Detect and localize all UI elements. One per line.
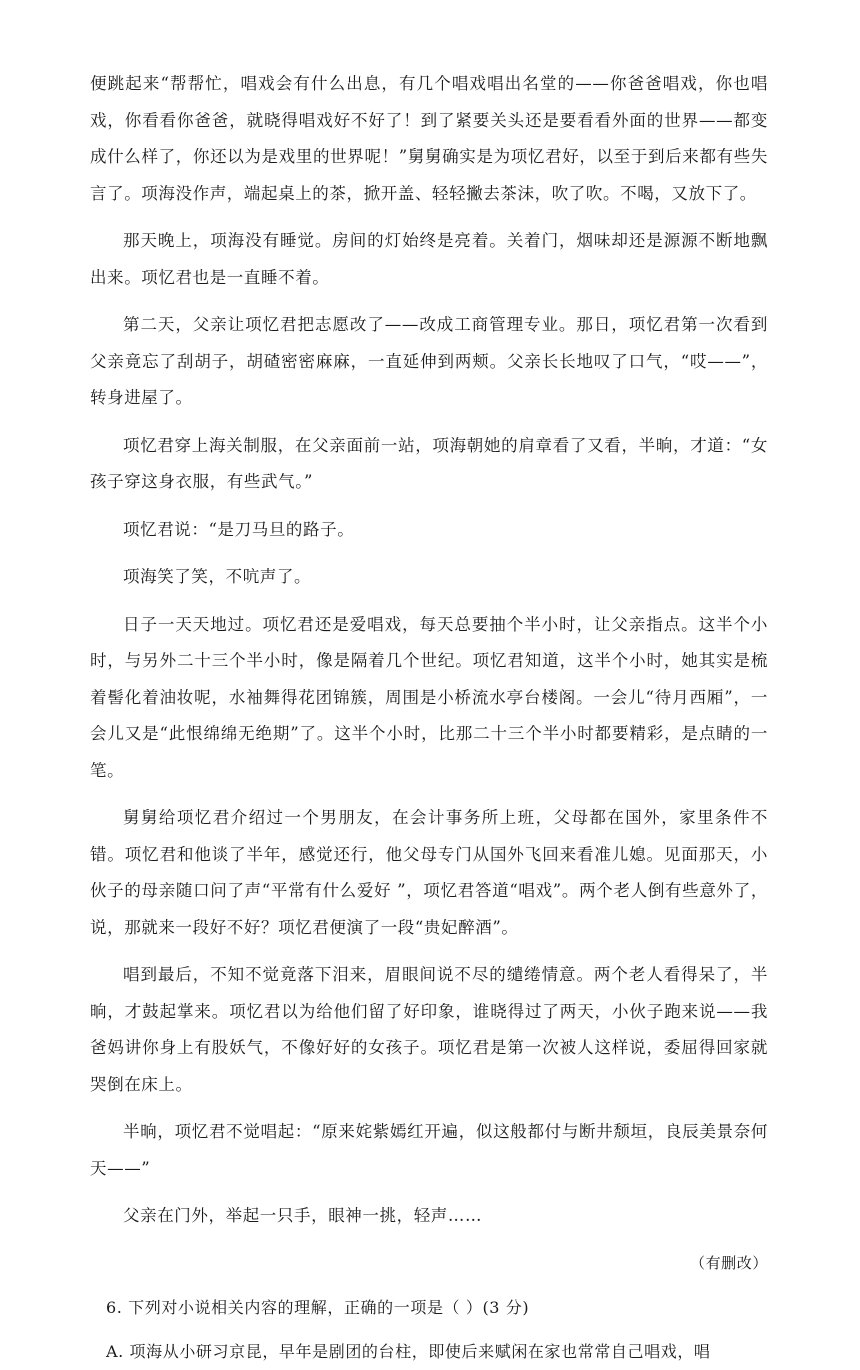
question-stem: 6. 下列对小说相关内容的理解，正确的一项是（ ）(3 分) xyxy=(106,1297,530,1317)
paragraph: 日子一天天地过。项忆君还是爱唱戏，每天总要抽个半小时，让父亲指点。这半个小时，与另外二十三个半小时，像是隔着几个世纪。项忆君知道，这半个小时，她其实是梳着髻化着油妆呢，水袖舞得花团锦簇，周围是小桥流水亭台楼阁。一会儿“待月西厢”，一会儿又是“此恨绵绵无绝期”了。这半个小时，比那二十三个半小时都要精彩，是点睛的一笔。 xyxy=(90,614,768,780)
document-page xyxy=(90,66,768,1370)
paragraph: 那天晚上，项海没有睡觉。房间的灯始终是亮着。关着门，烟味却还是源源不断地飘出来。项忆君也是一直睡不着。 xyxy=(90,231,768,287)
paragraph: 父亲在门外，举起一只手，眼神一挑，轻声…… xyxy=(123,1206,483,1225)
paragraph: 半晌，项忆君不觉唱起：“原来姹紫嫣红开遍，似这般都付与断井颓垣，良辰美景奈何天——” xyxy=(90,1122,768,1178)
question-option-a: A. 项海从小研习京昆，早年是剧团的台柱，即使后来赋闲在家也常常自己唱戏，唱 xyxy=(106,1341,711,1361)
paragraph: 项海笑了笑，不吭声了。 xyxy=(123,567,312,586)
paragraph: 舅舅给项忆君介绍过一个男朋友，在会计事务所上班，父母都在国外，家里条件不错。项忆君和他谈了半年，感觉还行，他父母专门从国外飞回来看准儿媳。见面那天，小伙子的母亲随口问了声“平常有什么爱好 ”，项忆君答道“唱戏”。两个老人倒有些意外了，说，那就来一段好不好？项忆君便演了一段“贵妃醉酒”。 xyxy=(90,808,768,937)
source-note: （有删改） xyxy=(689,1253,768,1272)
paragraph: 第二天，父亲让项忆君把志愿改了——改成工商管理专业。那日，项忆君第一次看到父亲竟忘了刮胡子，胡碴密密麻麻，一直延伸到两颊。父亲长长地叹了口气，“哎——”，转身进屋了。 xyxy=(90,315,768,407)
paragraph: 便跳起来“帮帮忙，唱戏会有什么出息，有几个唱戏唱出名堂的——你爸爸唱戏，你也唱戏，你看看你爸爸，就晓得唱戏好不好了！到了紧要关头还是要看看外面的世界——都变成什么样了，你还以为是戏里的世界呢！”舅舅确实是为项忆君好，以至于到后来都有些失言了。项海没作声，端起桌上的茶，掀开盖、轻轻撇去茶沫，吹了吹。不喝，又放下了。 xyxy=(90,74,768,203)
paragraph: 项忆君说：“是刀马旦的路子。 xyxy=(123,519,355,539)
paragraph: 唱到最后，不知不觉竟落下泪来，眉眼间说不尽的缱绻情意。两个老人看得呆了，半晌，才鼓起掌来。项忆君以为给他们留了好印象，谁晓得过了两天，小伙子跑来说——我爸妈讲你身上有股妖气，不像好好的女孩子。项忆君是第一次被人这样说，委屈得回家就哭倒在床上。 xyxy=(90,965,768,1094)
paragraph: 项忆君穿上海关制服，在父亲面前一站，项海朝她的肩章看了又看，半晌，才道：“女孩子穿这身衣服，有些武气。” xyxy=(90,435,768,491)
